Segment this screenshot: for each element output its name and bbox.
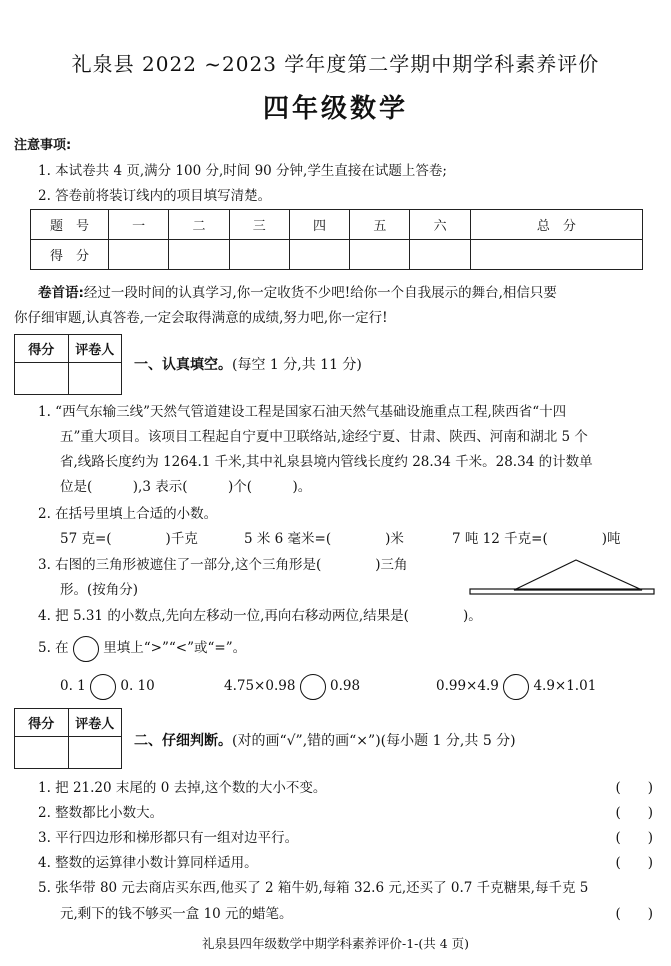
judge-item: 3. 平行四边形和梯形都只有一组对边平行。 <box>38 830 299 846</box>
fill-item: 7 吨 12 千克=( )吨 <box>452 531 621 547</box>
score-header-cell: 四 <box>289 210 349 240</box>
section2-note: (对的画“√”,错的画“×”)(每小题 1 分,共 5 分) <box>232 733 516 749</box>
section1-title: 一、认真填空。 <box>134 357 232 373</box>
score-row-label: 得 分 <box>31 240 109 270</box>
note-item: 2. 答卷前将装订线内的项目填写清楚。 <box>38 188 272 204</box>
note-item: 1. 本试卷共 4 页,满分 100 分,时间 90 分钟,学生直接在试题上答卷; <box>38 163 447 179</box>
triangle-figure <box>466 554 658 600</box>
compare-item <box>60 672 155 700</box>
grader-name-cell[interactable] <box>68 363 122 395</box>
grader-box <box>14 708 122 769</box>
question-line: 省,线路长度约为 1264.1 千米,其中礼泉县境内管线长度约 28.34 千米。28.34 的计数单 <box>60 454 593 470</box>
question-line: 2. 在括号里填上合适的小数。 <box>38 506 218 522</box>
compare-left: 0.99×4.9 <box>436 678 499 694</box>
grader-score-cell[interactable] <box>15 363 69 395</box>
compare-right: 0.98 <box>330 678 361 694</box>
judge-item-continued: 元,剩下的钱不够买一盒 10 元的蜡笔。 <box>60 906 293 922</box>
score-table-score-row <box>31 240 643 270</box>
judge-item: 1. 把 21.20 末尾的 0 去掉,这个数的大小不变。 <box>38 780 327 796</box>
fill-item: 57 克=( )千克 <box>60 531 198 547</box>
answer-paren[interactable]: ( ) <box>615 805 653 821</box>
score-table-header-row <box>31 210 643 240</box>
page-footer: 礼泉县四年级数学中期学科素养评价-1-(共 4 页) <box>201 936 470 951</box>
compare-circle-icon[interactable] <box>90 674 116 700</box>
score-cell[interactable] <box>169 240 229 270</box>
score-header-cell: 六 <box>410 210 470 240</box>
subject-title: 四年级数学 <box>262 94 408 124</box>
answer-paren[interactable]: ( ) <box>615 855 653 871</box>
question-line: 五”重大项目。该项目工程起自宁夏中卫联络站,途经宁夏、甘肃、陕西、河南和湖北 5 个 <box>60 429 588 445</box>
score-cell[interactable] <box>470 240 642 270</box>
compare-item <box>436 672 596 700</box>
notes-heading: 注意事项: <box>14 138 72 153</box>
score-header-cell: 一 <box>109 210 169 240</box>
score-table <box>30 209 643 270</box>
section2-heading <box>134 730 516 750</box>
question-line: 3. 右图的三角形被遮住了一部分,这个三角形是( )三角 <box>38 557 408 573</box>
score-cell[interactable] <box>289 240 349 270</box>
question-line: 形。(按角分) <box>60 582 139 598</box>
answer-paren[interactable]: ( ) <box>615 906 653 922</box>
triangle-shape <box>514 560 642 590</box>
score-cell[interactable] <box>229 240 289 270</box>
preface-label: 卷首语: <box>38 285 84 301</box>
score-cell[interactable] <box>410 240 470 270</box>
preface-text: 经过一段时间的认真学习,你一定收货不少吧!给你一个自我展示的舞台,相信只要 <box>83 285 557 301</box>
grader-score-label: 得分 <box>15 335 69 363</box>
judge-item: 2. 整数都比小数大。 <box>38 805 164 821</box>
score-header-cell: 二 <box>169 210 229 240</box>
grader-score-cell[interactable] <box>15 737 69 769</box>
score-header-cell: 总 分 <box>470 210 642 240</box>
grader-score-label: 得分 <box>15 709 69 737</box>
preface-line <box>38 281 557 301</box>
fill-item: 5 米 6 毫米=( )米 <box>244 531 404 547</box>
compare-right: 0. 10 <box>120 678 155 694</box>
grader-name-cell[interactable] <box>68 737 122 769</box>
compare-left: 0. 1 <box>60 678 86 694</box>
compare-circle-icon <box>73 636 99 662</box>
compare-right: 4.9×1.01 <box>533 678 597 694</box>
section1-heading <box>134 354 362 374</box>
compare-circle-icon[interactable] <box>503 674 529 700</box>
section2-title: 二、仔细判断。 <box>134 733 232 749</box>
score-header-cell: 三 <box>229 210 289 240</box>
q5-prefix: 5. 在 <box>38 640 69 656</box>
grader-name-label: 评卷人 <box>68 335 122 363</box>
question-line: 位是( ),3 表示( )个( )。 <box>60 479 312 495</box>
score-cell[interactable] <box>109 240 169 270</box>
question-line: 4. 把 5.31 的小数点,先向左移动一位,再向右移动两位,结果是( )。 <box>38 608 482 624</box>
q5-suffix: 里填上“>”“<”或“=”。 <box>103 640 247 656</box>
question-line <box>38 634 246 662</box>
score-header-cell: 题 号 <box>31 210 109 240</box>
score-header-cell: 五 <box>350 210 410 240</box>
answer-paren[interactable]: ( ) <box>615 830 653 846</box>
score-cell[interactable] <box>350 240 410 270</box>
compare-item <box>224 672 360 700</box>
compare-left: 4.75×0.98 <box>224 678 296 694</box>
exam-title: 礼泉县 2022 ~2023 学年度第二学期中期学科素养评价 <box>71 52 600 76</box>
compare-circle-icon[interactable] <box>300 674 326 700</box>
grader-box <box>14 334 122 395</box>
judge-item: 5. 张华带 80 元去商店买东西,他买了 2 箱牛奶,每箱 32.6 元,还买了 0.7 千克糖果,每千克 5 <box>38 880 589 896</box>
judge-item: 4. 整数的运算律小数计算同样适用。 <box>38 855 258 871</box>
preface-line: 你仔细审题,认真答卷,一定会取得满意的成绩,努力吧,你一定行! <box>14 310 388 326</box>
answer-paren[interactable]: ( ) <box>615 780 653 796</box>
section1-note: (每空 1 分,共 11 分) <box>232 357 362 373</box>
question-line: 1. “西气东输三线”天然气管道建设工程是国家石油天然气基础设施重点工程,陕西省“十四 <box>38 404 567 420</box>
grader-name-label: 评卷人 <box>68 709 122 737</box>
